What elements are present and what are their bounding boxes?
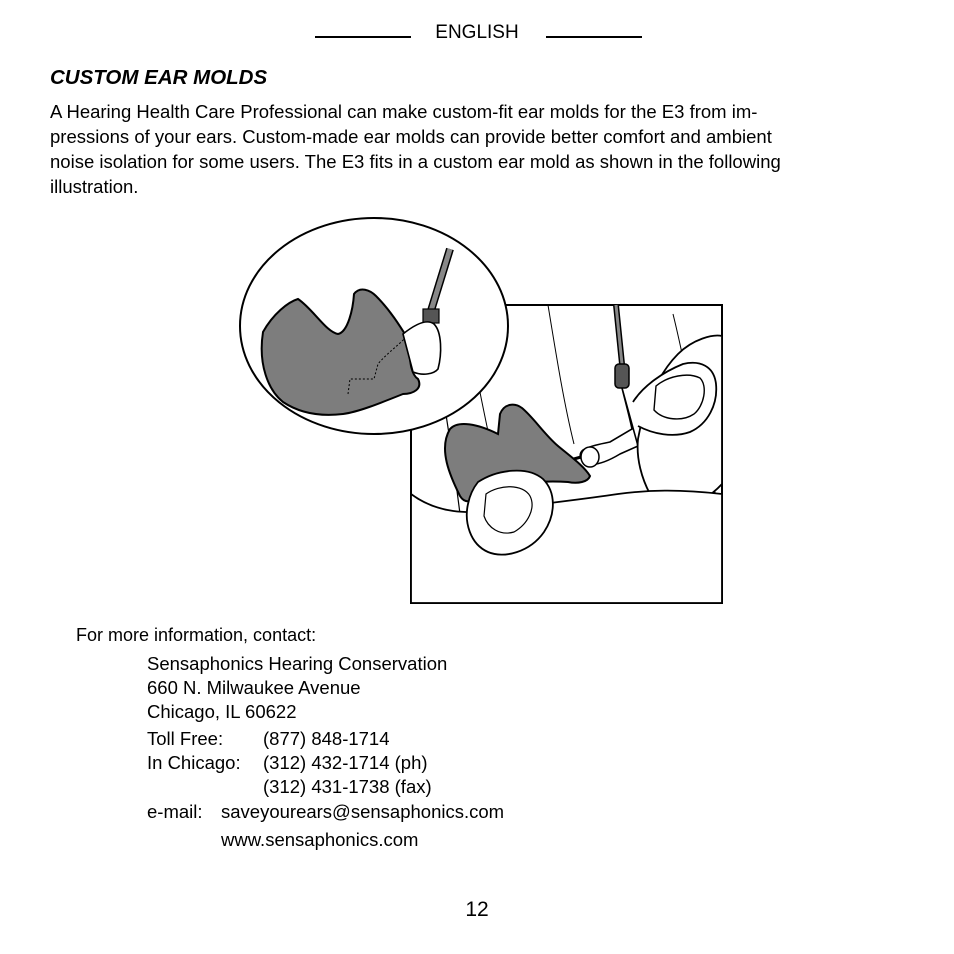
website: www.sensaphonics.com xyxy=(221,829,419,850)
header-language: ENGLISH xyxy=(435,22,519,43)
contact-lead: For more information, contact: xyxy=(76,625,317,645)
email-label: e-mail: xyxy=(147,801,203,822)
page-number: 12 xyxy=(465,898,489,921)
contact-address xyxy=(147,652,447,724)
ear-mold-illustration xyxy=(238,214,726,606)
address-line: Sensaphonics Hearing Conservation xyxy=(147,653,448,674)
mold-closeup-inset xyxy=(240,218,508,434)
header-rule-right xyxy=(546,36,642,38)
address-line: Chicago, IL 60622 xyxy=(147,701,297,722)
fax-number: (312) 431-1738 (fax) xyxy=(263,776,432,797)
section-paragraph xyxy=(50,99,910,199)
phone-label: In Chicago: xyxy=(147,752,241,773)
paragraph-line: noise isolation for some users. The E3 fits in a custom ear mold as shown in the following xyxy=(50,151,781,172)
phone-number: (312) 432-1714 (ph) xyxy=(263,752,428,773)
phone-label: Toll Free: xyxy=(147,728,224,749)
email-address: saveyourears@sensaphonics.com xyxy=(221,801,505,822)
paragraph-line: illustration. xyxy=(50,176,139,197)
paragraph-line: pressions of your ears. Custom-made ear molds can provide better comfort and ambient xyxy=(50,126,772,147)
phone-number: (877) 848-1714 xyxy=(263,728,390,749)
page-header xyxy=(0,22,954,44)
paragraph-line: A Hearing Health Care Professional can make custom-fit ear molds for the E3 from im- xyxy=(50,101,758,122)
section-title: CUSTOM EAR MOLDS xyxy=(50,66,268,89)
address-line: 660 N. Milwaukee Avenue xyxy=(147,677,361,698)
